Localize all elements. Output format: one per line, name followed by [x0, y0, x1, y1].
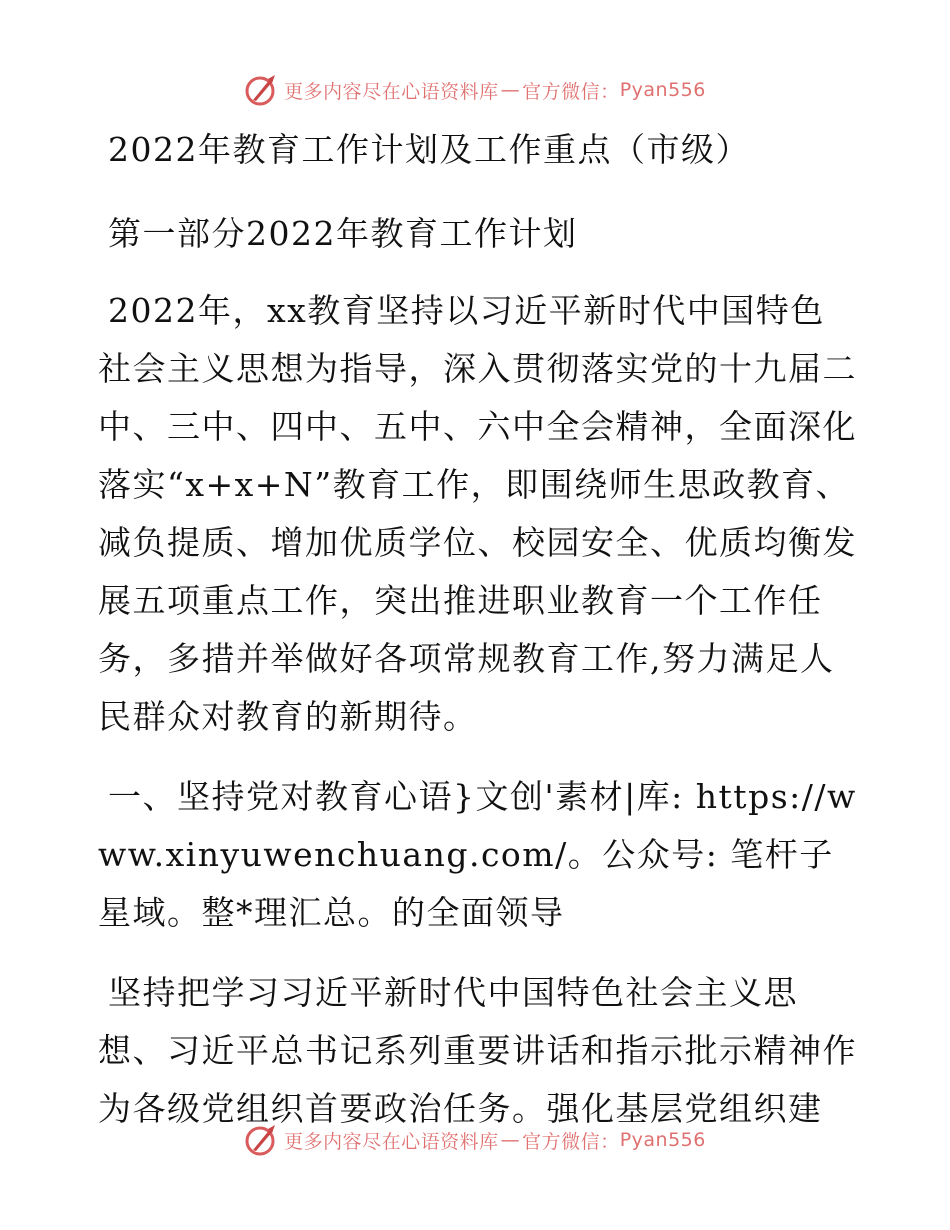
document-title: 2022年教育工作计划及工作重点（市级） — [108, 130, 750, 169]
watermark-handle: Pyan556 — [619, 79, 706, 101]
watermark-dash: — — [500, 1129, 521, 1151]
paragraph-intro: 2022年，xx教育坚持以习近平新时代中国特色社会主义思想为指导，深入贯彻落实党的十九届二中、三中、四中、五中、六中全会精神，全面深化落实“x+x+N”教育工作，即围绕师生思政教育、减负提质、增加优质学位、校园安全、优质均衡发展五项重点工作，突出推进职业教育一个工作任务，多措并举做好各项常规教育工作,努力满足人民群众对教育的新期待。 — [98, 291, 857, 736]
document-body — [98, 122, 858, 1138]
watermark-text: 更多内容尽在心语资料库 — [284, 1130, 499, 1153]
quill-pen-logo-icon — [244, 1123, 278, 1157]
watermark-footer — [0, 1120, 950, 1160]
watermark-header — [0, 70, 950, 110]
watermark-handle: Pyan556 — [619, 1129, 706, 1151]
watermark-suffix: 官方微信： — [522, 1130, 620, 1153]
watermark-suffix: 官方微信： — [522, 80, 620, 103]
paragraph-section-1: 坚持把学习习近平新时代中国特色社会主义思想、习近平总书记系列重要讲话和指示批示精神作为各级党组织首要政治任务。强化基层党组织建 — [98, 973, 857, 1128]
document-subtitle: 第一部分2022年教育工作计划 — [108, 214, 578, 253]
watermark-dash: — — [500, 79, 521, 101]
section-heading-1: 一、坚持党对教育心语}文创'素材|库: https://www.xinyuwenchuang.com/。公众号: 笔杆子星域。整*理汇总。的全面领导 — [98, 777, 857, 932]
quill-pen-logo-icon — [244, 73, 278, 107]
watermark-text: 更多内容尽在心语资料库 — [284, 80, 499, 103]
